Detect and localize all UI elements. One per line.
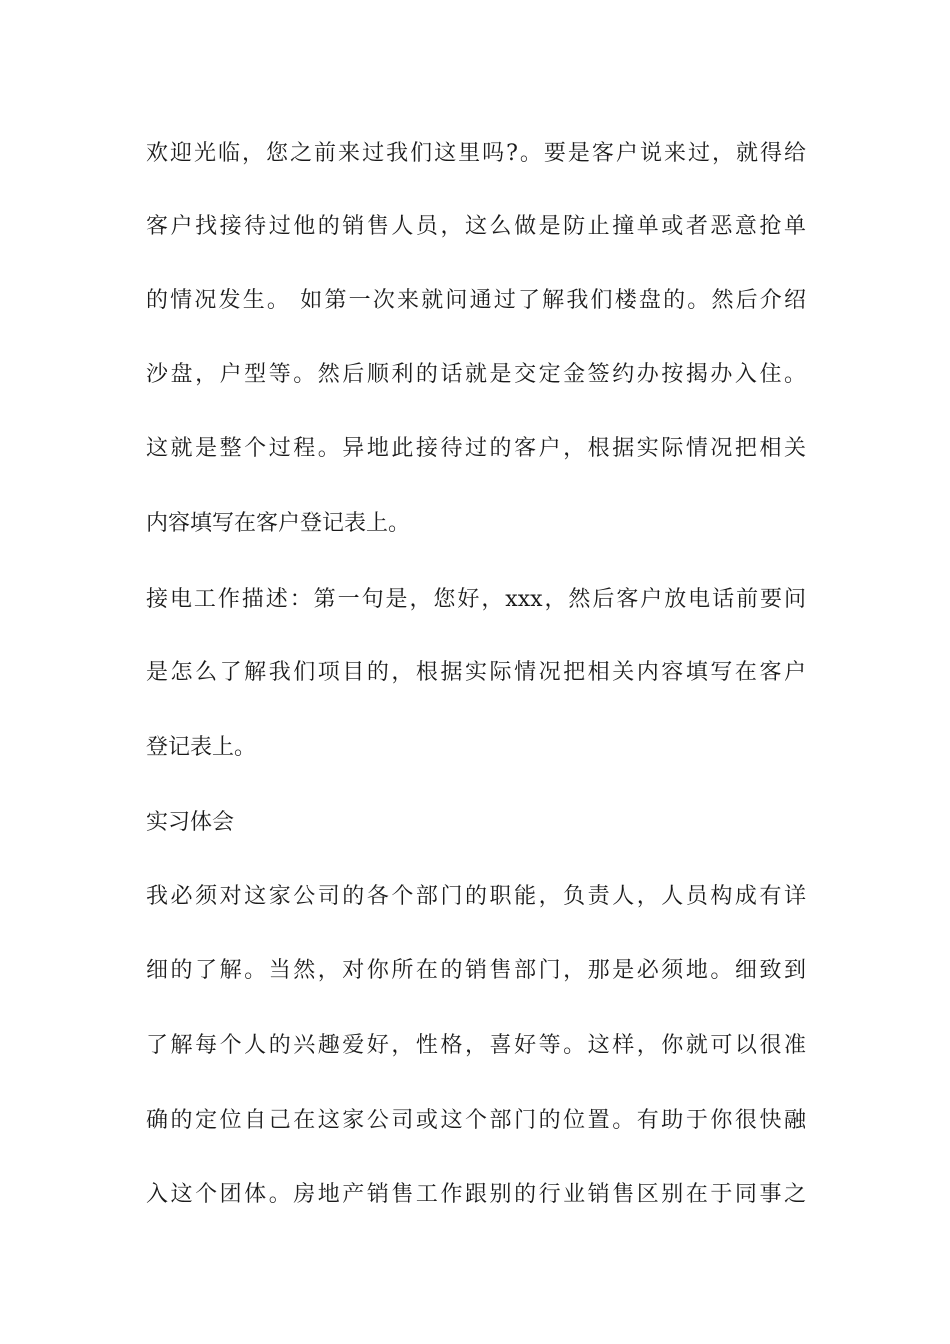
text-line: 的情况发生。 如第一次来就问通过了解我们楼盘的。然后介绍	[146, 288, 806, 313]
text-line: 登记表上。	[146, 735, 257, 760]
text-line: 入这个团体。房地产销售工作跟别的行业销售区别在于同事之	[146, 1182, 806, 1207]
text-line: 确的定位自己在这家公司或这个部门的位置。有助于你很快融	[146, 1108, 806, 1133]
text-line: 是怎么了解我们项目的，根据实际情况把相关内容填写在客户	[146, 660, 806, 685]
text-line: 沙盘，户型等。然后顺利的话就是交定金签约办按揭办入住。	[146, 362, 806, 387]
text-line: 欢迎光临，您之前来过我们这里吗?。要是客户说来过，就得给	[146, 141, 806, 166]
section-heading: 实习体会	[146, 810, 235, 835]
text-line: 细的了解。当然，对你所在的销售部门，那是必须地。细致到	[146, 958, 806, 983]
text-line: 接电工作描述：第一句是，您好，xxx，然后客户放电话前要问	[146, 587, 806, 612]
text-line: 这就是整个过程。异地此接待过的客户，根据实际情况把相关	[146, 436, 806, 461]
text-line: 了解每个人的兴趣爱好，性格，喜好等。这样，你就可以很准	[146, 1033, 806, 1058]
text-line: 内容填写在客户登记表上。	[146, 511, 411, 536]
text-line: 客户找接待过他的销售人员，这么做是防止撞单或者恶意抢单	[146, 214, 806, 239]
text-line: 我必须对这家公司的各个部门的职能，负责人，人员构成有详	[146, 884, 806, 909]
